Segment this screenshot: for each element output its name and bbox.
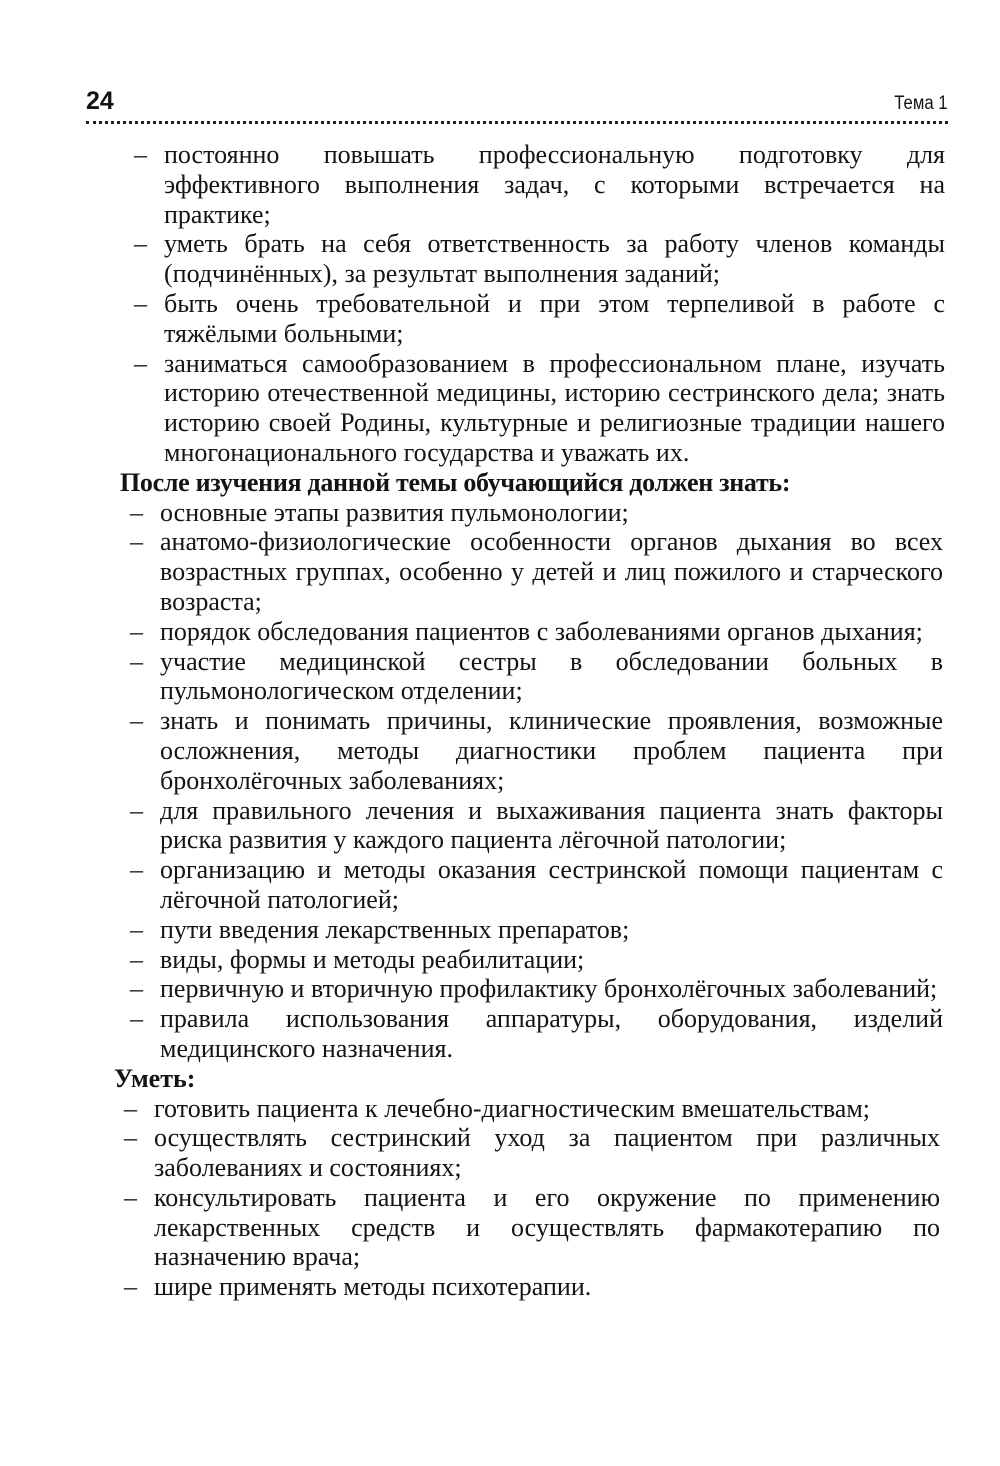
list-item-text: консультировать пациента и его окружение по применению лекарственных средств и осуществлять фармакотерапию по назначению врача; bbox=[154, 1182, 940, 1272]
dash: – bbox=[130, 914, 143, 944]
list-item bbox=[130, 1004, 943, 1064]
list-item-text: виды, формы и методы реабилитации; bbox=[160, 944, 585, 974]
dash: – bbox=[124, 1093, 137, 1123]
list-item bbox=[130, 855, 943, 915]
list-item-text: порядок обследования пациентов с заболеваниями органов дыхания; bbox=[160, 616, 923, 646]
dash: – bbox=[134, 140, 147, 169]
list-item-text: анатомо-физиологические особенности органов дыхания во всех возрастных группах, особенно у детей и лиц пожилого и старческого возраста; bbox=[160, 527, 943, 616]
dash: – bbox=[130, 944, 143, 974]
dash: – bbox=[134, 348, 147, 378]
dash: – bbox=[124, 1123, 137, 1153]
list-item bbox=[124, 1183, 940, 1272]
list-item bbox=[130, 796, 943, 856]
page-body bbox=[0, 140, 1000, 1302]
list-item bbox=[124, 1272, 940, 1302]
running-title: Тема 1 bbox=[894, 93, 948, 114]
dash: – bbox=[130, 497, 143, 527]
list-item-text: организацию и методы оказания сестринской помощи пациентам с лёгочной патологией; bbox=[160, 855, 943, 914]
list-item bbox=[130, 647, 943, 707]
list-item bbox=[130, 527, 943, 616]
list-item bbox=[130, 915, 943, 945]
header-divider bbox=[86, 121, 948, 124]
dash: – bbox=[130, 527, 143, 557]
dash: – bbox=[124, 1272, 137, 1302]
dash: – bbox=[130, 646, 143, 676]
list-item-text: быть очень требовательной и при этом терпеливой в работе с тяжёлыми больными; bbox=[164, 288, 945, 348]
know-heading: После изучения данной темы обучающийся должен знать: bbox=[120, 467, 791, 497]
dash: – bbox=[130, 855, 143, 885]
list-item-text: первичную и вторичную профилактику бронхолёгочных заболеваний; bbox=[160, 974, 938, 1004]
list-item-text: постоянно повышать профессиональную подготовку для эффективного выполнения задач, с которыми встречается на практике; bbox=[164, 140, 945, 229]
dash: – bbox=[130, 1004, 143, 1034]
can-heading: Уметь: bbox=[114, 1063, 196, 1093]
dash: – bbox=[130, 974, 143, 1004]
list-item-text: шире применять методы психотерапии. bbox=[154, 1272, 592, 1302]
list-item bbox=[130, 617, 943, 647]
page-header bbox=[86, 86, 948, 120]
list-item bbox=[124, 1094, 940, 1124]
list-item bbox=[134, 349, 945, 468]
dash: – bbox=[130, 795, 143, 825]
list-item bbox=[134, 229, 945, 289]
list-item-text: для правильного лечения и выхаживания пациента знать факторы риска развития у каждого пациента лёгочной патологии; bbox=[160, 795, 943, 855]
list-item-text: пути введения лекарственных препаратов; bbox=[160, 914, 630, 944]
list-item bbox=[130, 974, 943, 1004]
dash: – bbox=[134, 229, 147, 259]
dash: – bbox=[124, 1182, 137, 1212]
list-item bbox=[134, 140, 945, 229]
list-item bbox=[124, 1123, 940, 1183]
list-item-text: основные этапы развития пульмонологии; bbox=[160, 497, 629, 527]
list-item-text: готовить пациента к лечебно-диагностическим вмешательствам; bbox=[154, 1093, 871, 1123]
list-item bbox=[130, 945, 943, 975]
list-item-text: участие медицинской сестры в обследовании больных в пульмонологическом отделении; bbox=[160, 646, 943, 706]
list-item-text: заниматься самообразованием в профессиональном плане, изучать историю отечественной медицины, историю сестринского дела; знать историю своей Родины, культурные и религиозные традиции нашего многонационального государства и уважать их. bbox=[164, 348, 945, 467]
list-item bbox=[134, 289, 945, 349]
list-item-text: правила использования аппаратуры, оборудования, изделий медицинского назначения. bbox=[160, 1004, 943, 1063]
dash: – bbox=[130, 616, 143, 646]
page-number: 24 bbox=[86, 87, 114, 115]
list-item-text: знать и понимать причины, клинические проявления, возможные осложнения, методы диагностики проблем пациента при бронхолёгочных заболеваниях; bbox=[160, 706, 943, 795]
dash: – bbox=[130, 706, 143, 736]
list-item bbox=[130, 706, 943, 795]
list-item bbox=[130, 498, 943, 528]
list-item-text: осуществлять сестринский уход за пациентом при различных заболеваниях и состояниях; bbox=[154, 1123, 940, 1183]
dash: – bbox=[134, 288, 147, 318]
list-item-text: уметь брать на себя ответственность за работу членов команды (подчинённых), за результат выполнения заданий; bbox=[164, 229, 945, 289]
